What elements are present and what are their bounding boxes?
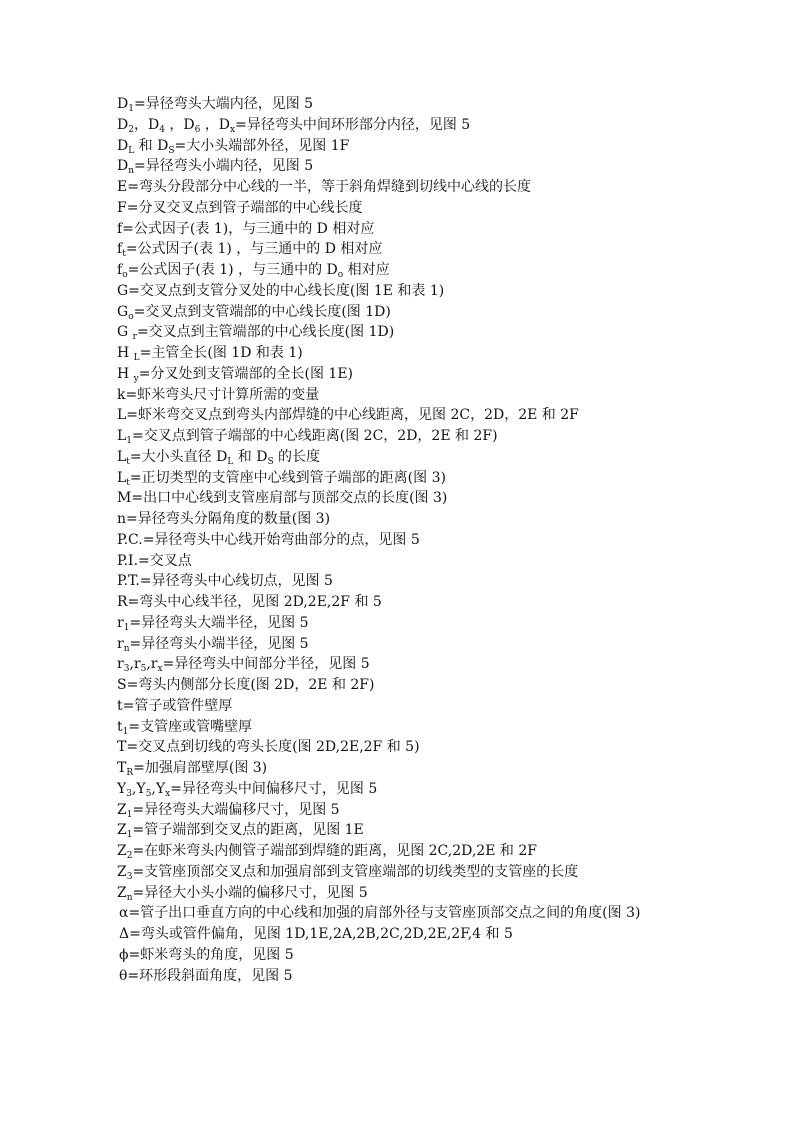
subscript-text: 2 [128,124,134,135]
subscript-text: S [267,456,274,467]
definition-line [117,654,767,675]
definition-line [117,571,767,592]
definition-line [117,156,767,177]
definition-text: =公式因子(表 1) ，与三通中的 D 相对应 [125,241,383,258]
definition-line [117,696,767,717]
subscript-text: 2 [126,851,133,861]
subscript-text: S [168,145,175,156]
definitions-list [117,94,767,986]
definition-text: F=分叉交叉点到管子端部的中心线长度 [117,199,363,216]
definition-text: L [117,428,127,444]
subscript-text: 1 [126,809,133,820]
definition-text: =异径弯头大端内径，见图 5 [133,96,314,112]
definition-line [117,94,767,115]
definition-line [117,281,767,302]
subscript-text: 3 [126,788,132,799]
definition-text: =大小头直径 D [129,448,228,465]
definition-text: =正切类型的支管座中心线到管子端部的距离(图 3) [129,469,446,486]
subscript-text: 3 [123,664,130,675]
definition-line [117,841,767,862]
definition-line [117,779,767,800]
definition-text: Z [117,843,127,859]
subscript-text: n [126,892,133,903]
definition-line [117,945,767,966]
subscript-text: 3 [126,871,133,882]
subscript-text: L [227,456,234,467]
definition-text: H [117,365,134,382]
definition-text: =异径弯头小端半径，见图 5 [129,635,309,652]
definition-text: Z [117,863,127,880]
definition-text: =公式因子(表 1) ，与三通中的 D [127,262,338,278]
definition-text: 相对应 [343,262,390,278]
subscript-text: L [128,145,135,156]
definition-line [117,820,767,841]
definition-text: =支管座或管嘴壁厚 [128,718,253,735]
definition-text: L=虾米弯交叉点到弯头内部焊缝的中心线距离，见图 2C，2D，2E 和 2F [117,407,579,424]
definition-text: M=出口中心线到支管座肩部与顶部交点的长度(图 3) [117,490,448,507]
definition-line [117,302,767,323]
definition-text: Z [117,801,127,818]
definition-line [117,488,767,509]
definition-text: Z [117,884,127,901]
definition-line [117,364,767,385]
definition-line [117,136,767,157]
subscript-text: x [230,124,236,135]
definition-text: =异径弯头小端内径，见图 5 [134,158,314,175]
definition-text: L [117,448,127,465]
definition-text: ，D [133,116,160,133]
definition-text: T=交叉点到切线的弯头长度(图 2D,2E,2F 和 5) [117,739,420,756]
definition-text: =管子端部到交叉点的距离，见图 1E [132,822,364,839]
definition-line [117,634,767,655]
subscript-text: 4 [159,124,165,135]
definition-line [117,592,767,613]
definition-text: G [117,303,129,320]
definition-text: D [117,116,129,133]
definition-text: L [117,469,127,486]
definition-text: k=虾米弯头尺寸计算所需的变量 [117,386,320,403]
definition-line [117,177,767,198]
definition-line [117,800,767,821]
definition-text: =交叉点到支管端部的中心线长度(图 1D) [133,303,391,320]
definition-text: r [117,635,124,652]
definition-text: D [117,96,129,112]
definition-text: t=管子或管件壁厚 [117,697,233,714]
subscript-text: y [133,373,139,384]
definition-line [117,737,767,758]
definition-line [117,343,767,364]
definition-text: E=弯头分段部分中心线的一半，等于斜角焊缝到切线中心线的长度 [117,179,531,195]
definition-line [117,509,767,530]
subscript-text: R [126,768,134,778]
subscript-text: 1 [126,436,133,446]
definition-text: G=交叉点到支管分叉处的中心线长度(图 1E 和表 1) [117,282,445,299]
definition-text: G [117,324,133,341]
subscript-text: n [128,166,135,177]
definition-text: ,r [146,656,158,673]
definition-text: P.I.=交叉点 [117,552,192,569]
definition-text: =异径弯头大端半径，见图 5 [129,614,309,631]
definition-text: H [117,345,134,361]
definition-text: =异径弯头中间偏移尺寸，见图 5 [170,780,378,797]
definition-text: ,Y [151,780,166,797]
definition-text: 和 D [233,448,268,465]
definition-line [117,758,767,779]
definition-text: D [117,137,129,154]
subscript-text: 1 [126,830,133,841]
definition-text: f=公式因子(表 1)，与三通中的 D 相对应 [117,220,375,237]
definition-text: =交叉点到主管端部的中心线长度(图 1D) [136,324,395,341]
definition-text: n=异径弯头分隔角度的数量(图 3) [117,511,331,527]
subscript-text: o [337,270,344,280]
definition-line [117,260,767,281]
subscript-text: t [126,456,130,467]
definition-line [117,219,767,240]
definition-text: θ=环形段斜面角度，见图 5 [119,967,293,984]
definition-text: P.T.=异径弯头中心线切点，见图 5 [117,573,333,590]
definition-text: =在虾米弯头内侧管子端部到焊缝的距离，见图 2C,2D,2E 和 2F [132,843,537,859]
definition-text: α=管子出口垂直方向的中心线和加强的肩部外径与支管座顶部交点之间的角度(图 3) [119,905,641,922]
definition-line [117,903,767,924]
definition-line [117,966,767,987]
subscript-text: t [126,477,130,488]
definition-line [117,447,767,468]
definition-text: R=弯头中心线半径，见图 2D,2E,2F 和 5 [117,594,382,610]
subscript-text: 6 [194,124,201,135]
definition-text: =异径大小头小端的偏移尺寸，见图 5 [132,884,368,901]
definition-text: D [117,158,129,175]
definition-line [117,239,767,260]
definition-text: =大小头端部外径，见图 1F [174,137,350,154]
subscript-text: r [132,332,137,343]
definition-line [117,613,767,634]
definition-text: =主管全长(图 1D 和表 1) [139,345,303,361]
definition-line [117,862,767,883]
definition-line [117,385,767,406]
subscript-text: 5 [140,664,147,675]
subscript-text: n [123,643,130,654]
subscript-text: o [122,270,128,280]
subscript-text: x [157,664,163,675]
definition-text: =异径弯头中间部分半径，见图 5 [162,656,370,673]
subscript-text: L [133,353,140,363]
definition-text: =加强肩部壁厚(图 3) [133,760,268,776]
definition-line [117,530,767,551]
definition-line [117,405,767,426]
definition-line [117,675,767,696]
definition-text: 的长度 [273,448,321,465]
subscript-text: t [122,249,126,260]
definition-line [117,468,767,489]
definition-line [117,115,767,136]
definition-text: =异径弯头中间环形部分内径，见图 5 [235,116,471,133]
definition-line [117,924,767,945]
definition-text: r [117,656,124,673]
definition-text: =交叉点到管子端部的中心线距离(图 2C，2D，2E 和 2F) [132,428,498,444]
definition-line [117,883,767,904]
definition-text: =支管座顶部交叉点和加强肩部到支管座端部的切线类型的支管座的长度 [132,863,579,880]
subscript-text: 1 [122,726,129,737]
definition-text: =分叉处到支管端部的全长(图 1E) [138,365,353,382]
definition-text: ,Y [131,780,146,797]
definition-text: P.C.=异径弯头中心线开始弯曲部分的点，见图 5 [117,531,420,548]
definition-text: f [117,241,123,258]
subscript-text: 1 [123,622,130,633]
definition-line [117,717,767,738]
definition-text: r [117,614,124,631]
definition-text: ,r [129,656,141,673]
definition-text: T [117,760,127,776]
definition-text: ，D [164,116,195,133]
definition-line [117,322,767,343]
definition-text: Z [117,822,127,839]
definition-line [117,551,767,572]
definition-text: =异径弯头大端偏移尺寸，见图 5 [132,801,340,818]
definition-text: ，D [200,116,231,133]
definition-line [117,198,767,219]
subscript-text: 1 [128,104,134,114]
definition-text: 和 D [134,137,169,154]
definition-text: t [117,718,123,735]
definition-text: Δ=弯头或管件偏角，见图 1D,1E,2A,2B,2C,2D,2E,2F,4 和 5 [119,926,513,942]
definition-text: ϕ=虾米弯头的角度，见图 5 [119,946,294,963]
subscript-text: o [128,311,134,322]
definition-text: Y [117,780,127,797]
definition-text: S=弯头内侧部分长度(图 2D，2E 和 2F) [117,677,375,693]
subscript-text: x [165,788,171,799]
definition-text: f [117,262,123,278]
subscript-text: 5 [145,788,152,799]
definition-line [117,426,767,447]
